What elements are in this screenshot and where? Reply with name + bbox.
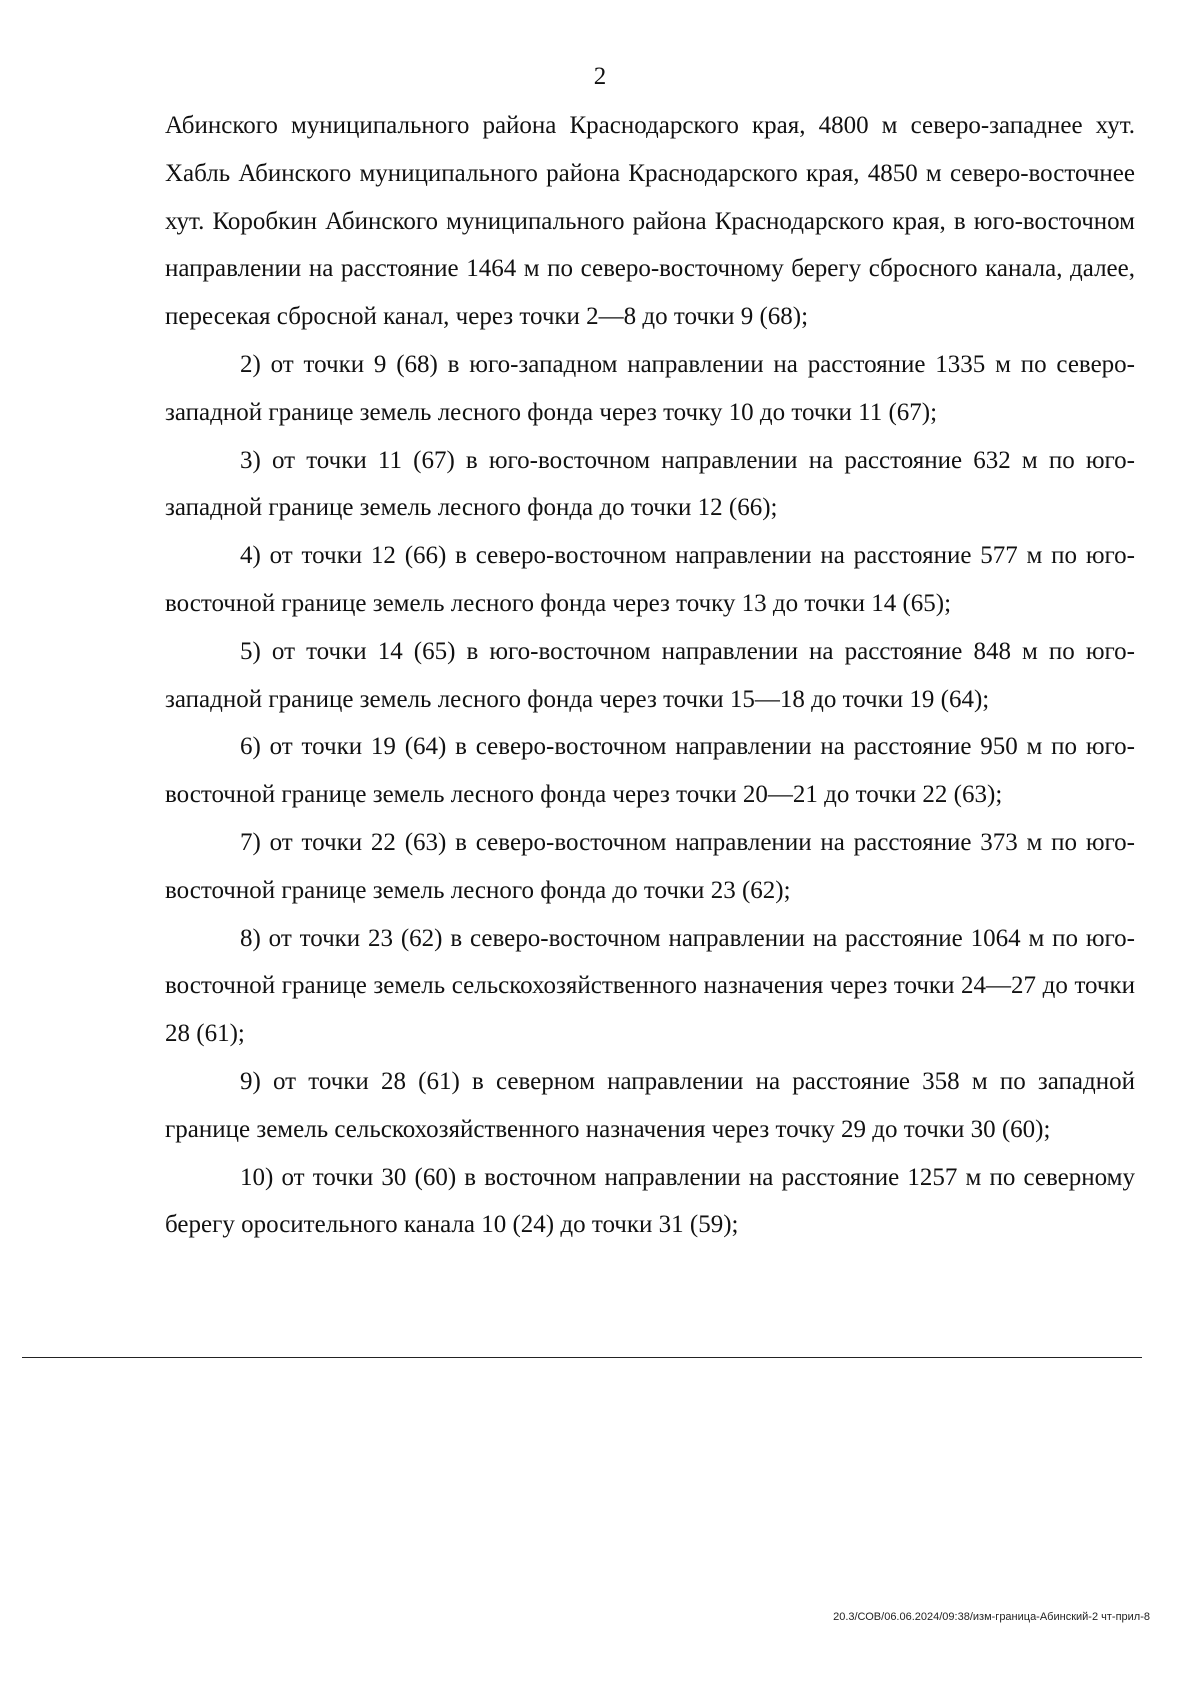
paragraph-item-8: 8) от точки 23 (62) в северо-восточном направлении на расстояние 1064 м по юго-восточной границе земель сельскохозяйственного назначения через точки 24—27 до точки 28 (61); [165,924,1135,1048]
paragraph-item-10: 10) от точки 30 (60) в восточном направлении на расстояние 1257 м по северному берегу оросительного канала 10 (24) до точки 31 (59); [165,1163,1135,1239]
page-number: 2 [593,63,607,90]
paragraph-item-3: 3) от точки 11 (67) в юго-восточном направлении на расстояние 632 м по юго-западной границе земель лесного фонда до точки 12 (66); [165,446,1135,522]
paragraph-item-7: 7) от точки 22 (63) в северо-восточном направлении на расстояние 373 м по юго-восточной границе земель лесного фонда до точки 23 (62); [165,828,1135,904]
paragraph-continuation: Абинского муниципального района Краснодарского края, 4800 м северо-западнее хут. Хабль Абинского муниципального района Краснодарского края, 4850 м северо-восточнее хут. Коробкин Абинского муниципального района Краснодарского края, в юго-восточном направлении на расстояние 1464 м по северо-восточному берегу сбросного канала, далее, пересекая сбросной канал, через точки 2—8 до точки 9 (68); [165,112,1135,331]
document-footer-code: 20.3/СОВ/06.06.2024/09:38/изм-граница-Абинский-2 чт-прил-8 [833,1611,1150,1623]
paragraph-item-4: 4) от точки 12 (66) в северо-восточном направлении на расстояние 577 м по юго-восточной границе земель лесного фонда через точку 13 до точки 14 (65); [165,542,1135,617]
paragraph-item-5: 5) от точки 14 (65) в юго-восточном направлении на расстояние 848 м по юго-западной границе земель лесного фонда через точки 15—18 до точки 19 (64); [165,637,1135,713]
strikethrough-line [22,1357,1142,1358]
paragraph-item-6: 6) от точки 19 (64) в северо-восточном направлении на расстояние 950 м по юго-восточной границе земель лесного фонда через точки 20—21 до точки 22 (63); [165,733,1135,809]
paragraph-item-9: 9) от точки 28 (61) в северном направлении на расстояние 358 м по западной границе земель сельскохозяйственного назначения через точку 29 до точки 30 (60); [165,1067,1135,1143]
document-body [165,102,1135,1249]
paragraph-item-2: 2) от точки 9 (68) в юго-западном направлении на расстояние 1335 м по северо-западной границе земель лесного фонда через точку 10 до точки 11 (67); [165,350,1135,426]
